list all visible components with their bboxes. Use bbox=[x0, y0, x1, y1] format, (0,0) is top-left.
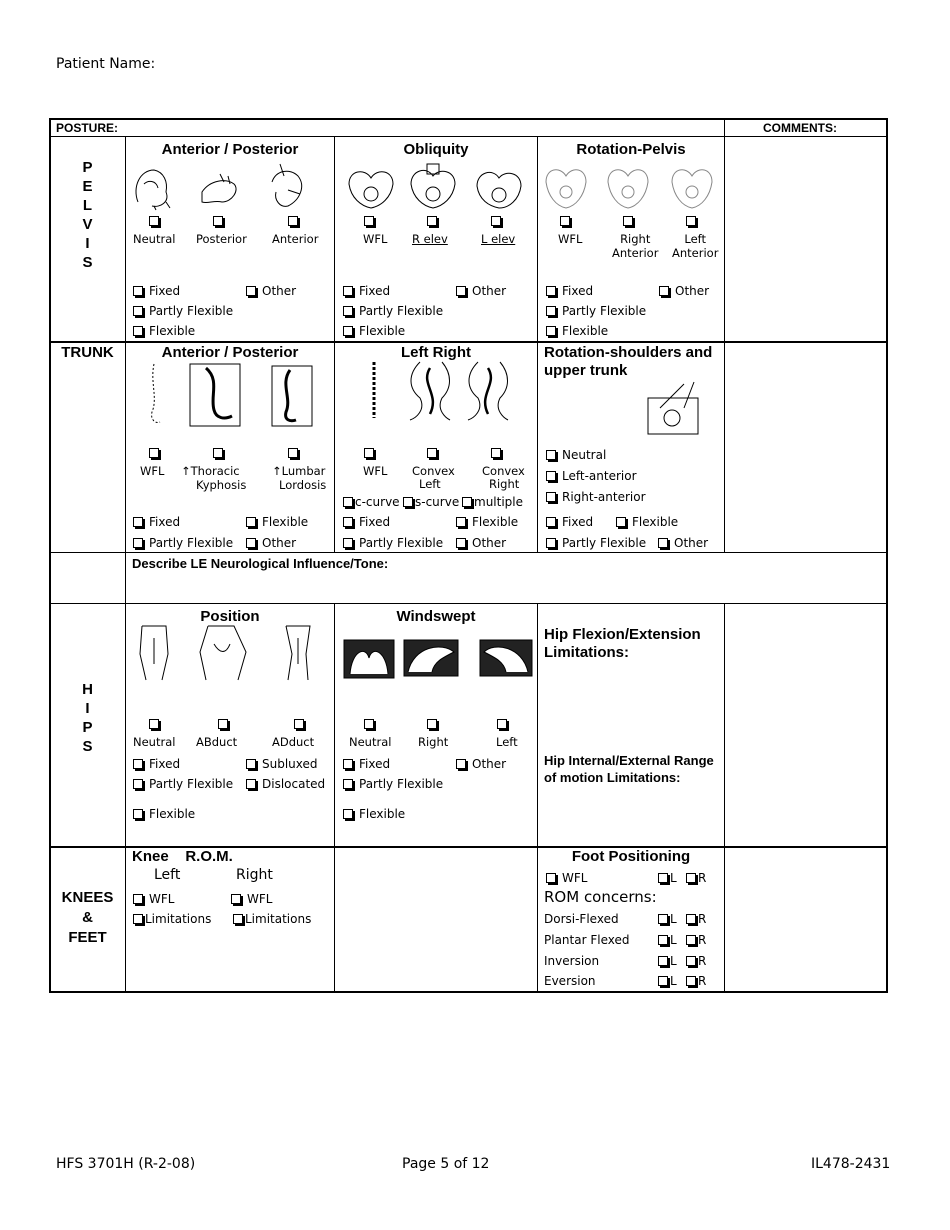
checkbox[interactable] bbox=[133, 759, 143, 769]
hips-letter: P bbox=[82, 719, 93, 736]
pelvis-obl-fixed-option[interactable] bbox=[343, 284, 390, 298]
trunk-ap-wfl-checkbox[interactable] bbox=[149, 448, 159, 458]
option-label: Flexible bbox=[149, 324, 196, 338]
option-label: Fixed bbox=[149, 757, 181, 771]
checkbox[interactable] bbox=[233, 914, 243, 924]
option-label: Partly Flexible bbox=[149, 304, 234, 318]
pelvis-ap-anterior-label: Anterior bbox=[272, 232, 319, 246]
pelvis-obliquity-lelev-checkbox[interactable] bbox=[491, 216, 501, 226]
trunk-rot-fixed-option[interactable] bbox=[546, 515, 593, 529]
le-neuro-label: Describe LE Neurological Influence/Tone: bbox=[132, 556, 389, 571]
pelvis-ap-flexible-option[interactable] bbox=[133, 324, 195, 338]
checkbox[interactable] bbox=[658, 976, 668, 986]
trunk-multiple-option[interactable] bbox=[462, 495, 523, 509]
checkbox[interactable] bbox=[546, 471, 556, 481]
hips-pos-fixed-option[interactable] bbox=[133, 757, 180, 771]
pelvis-rotation-right-checkbox[interactable] bbox=[623, 216, 633, 226]
hips-letter: I bbox=[85, 700, 90, 717]
hips-pos-neutral-checkbox[interactable] bbox=[149, 719, 159, 729]
option-label: Partly Flexible bbox=[562, 304, 647, 318]
pelvis-rotation-figure bbox=[542, 162, 722, 212]
pelvis-letter: L bbox=[82, 197, 93, 214]
option-label: Partly Flexible bbox=[359, 777, 444, 791]
option-label: Dislocated bbox=[262, 777, 326, 791]
option-label: Fixed bbox=[562, 284, 594, 298]
checkbox[interactable] bbox=[343, 286, 353, 296]
checkbox[interactable] bbox=[343, 809, 353, 819]
foot-inversion-r-option[interactable] bbox=[686, 954, 706, 968]
option-label: Partly Flexible bbox=[359, 304, 444, 318]
checkbox[interactable] bbox=[616, 517, 626, 527]
trunk-lr-figure bbox=[360, 358, 535, 428]
hips-pos-dislocated-option[interactable] bbox=[246, 777, 325, 791]
checkbox[interactable] bbox=[546, 492, 556, 502]
checkbox[interactable] bbox=[231, 894, 241, 904]
hips-letter: H bbox=[82, 681, 93, 698]
hips-ws-left-checkbox[interactable] bbox=[497, 719, 507, 729]
option-label: Flexible bbox=[359, 807, 406, 821]
foot-wfl-option[interactable] bbox=[546, 871, 587, 885]
rom-concerns-label: ROM concerns: bbox=[544, 888, 657, 906]
trunk-lr-right-label: Right bbox=[489, 477, 520, 491]
checkbox[interactable] bbox=[133, 326, 143, 336]
foot-plantar-label: Plantar Flexed bbox=[544, 933, 630, 947]
posture-label: POSTURE: bbox=[56, 121, 119, 135]
trunk-rot-flexible-option[interactable] bbox=[616, 515, 678, 529]
knees-side-label bbox=[50, 888, 125, 948]
trunk-side-label: TRUNK bbox=[61, 344, 114, 361]
option-label: WFL bbox=[562, 871, 588, 885]
hip-flexion-label: Hip Flexion/Extension Limitations: bbox=[544, 626, 701, 661]
option-label: Right-anterior bbox=[562, 490, 646, 504]
pelvis-obliquity-wfl-label: WFL bbox=[363, 232, 388, 246]
hips-windswept-figure bbox=[342, 638, 534, 680]
patient-name-label: Patient Name: bbox=[56, 56, 156, 72]
knee-left-label: Left bbox=[154, 867, 181, 883]
pelvis-obl-flexible-option[interactable] bbox=[343, 324, 405, 338]
option-label: Other bbox=[674, 536, 709, 550]
trunk-rot-other-option[interactable] bbox=[658, 536, 708, 550]
pelvis-ap-posterior-label: Posterior bbox=[196, 232, 247, 246]
hips-ws-partly-option[interactable] bbox=[343, 777, 443, 791]
option-label: L bbox=[670, 974, 677, 988]
checkbox[interactable] bbox=[658, 914, 668, 924]
trunk-lr-left-label: Left bbox=[419, 477, 441, 491]
checkbox[interactable] bbox=[456, 517, 466, 527]
checkbox[interactable] bbox=[462, 497, 472, 507]
trunk-ap-thoracic-checkbox[interactable] bbox=[213, 448, 223, 458]
pelvis-ap-fixed-option[interactable] bbox=[133, 284, 180, 298]
pelvis-ap-other-option[interactable] bbox=[246, 284, 296, 298]
knees-side-word: & bbox=[82, 909, 93, 926]
trunk-ap-title: Anterior / Posterior bbox=[161, 344, 299, 361]
pelvis-obliquity-title: Obliquity bbox=[403, 141, 469, 158]
foot-dorsi-r-option[interactable] bbox=[686, 912, 706, 926]
trunk-lr-wfl-label: WFL bbox=[363, 464, 388, 478]
option-label: L bbox=[670, 954, 677, 968]
option-label: Partly Flexible bbox=[562, 536, 647, 550]
pelvis-obliquity-wfl-checkbox[interactable] bbox=[364, 216, 374, 226]
pelvis-ap-figure bbox=[130, 162, 330, 212]
hips-pos-abduct-label: ABduct bbox=[196, 735, 238, 749]
trunk-rot-figure bbox=[644, 378, 704, 438]
option-label: Fixed bbox=[359, 515, 391, 529]
option-label: Flexible bbox=[472, 515, 519, 529]
option-label: Flexible bbox=[359, 324, 406, 338]
option-label: Limitations bbox=[245, 912, 312, 926]
checkbox[interactable] bbox=[133, 538, 143, 548]
option-label: R bbox=[698, 871, 707, 885]
pelvis-letter: S bbox=[82, 254, 93, 271]
hips-ws-flexible-option[interactable] bbox=[343, 807, 405, 821]
option-label: Fixed bbox=[359, 757, 391, 771]
option-label: Limitations bbox=[145, 912, 212, 926]
pelvis-rotation-right-label: Right Anterior bbox=[612, 232, 659, 260]
checkbox[interactable] bbox=[133, 306, 143, 316]
trunk-ap-wfl-label: WFL bbox=[140, 464, 165, 478]
checkbox[interactable] bbox=[133, 894, 143, 904]
pelvis-rotation-wfl-label: WFL bbox=[558, 232, 583, 246]
checkbox[interactable] bbox=[546, 326, 556, 336]
option-label: Other bbox=[675, 284, 710, 298]
foot-wfl-r-option[interactable] bbox=[686, 871, 706, 885]
hips-pos-partly-option[interactable] bbox=[133, 777, 233, 791]
pelvis-obliquity-figure bbox=[345, 162, 530, 212]
option-label: Fixed bbox=[359, 284, 391, 298]
checkbox[interactable] bbox=[686, 956, 696, 966]
checkbox[interactable] bbox=[246, 538, 256, 548]
foot-inversion-l-option[interactable] bbox=[658, 954, 677, 968]
pelvis-rotation-wfl-checkbox[interactable] bbox=[560, 216, 570, 226]
hips-position-figure bbox=[130, 624, 330, 684]
foot-dorsi-l-option[interactable] bbox=[658, 912, 677, 926]
trunk-scurve-option[interactable] bbox=[403, 495, 459, 509]
pelvis-obliquity-lelev-label: L elev bbox=[481, 232, 516, 246]
checkbox[interactable] bbox=[343, 306, 353, 316]
checkbox[interactable] bbox=[546, 538, 556, 548]
hips-pos-abduct-checkbox[interactable] bbox=[218, 719, 228, 729]
trunk-ap-kyphosis-label: Kyphosis bbox=[196, 478, 247, 492]
hips-ws-fixed-option[interactable] bbox=[343, 757, 390, 771]
trunk-lr-partly-option[interactable] bbox=[343, 536, 443, 550]
checkbox[interactable] bbox=[686, 914, 696, 924]
checkbox[interactable] bbox=[546, 450, 556, 460]
knee-right-limitations-option[interactable] bbox=[233, 912, 311, 926]
option-label: Flexible bbox=[262, 515, 309, 529]
checkbox[interactable] bbox=[343, 326, 353, 336]
pelvis-letter: P bbox=[82, 159, 93, 176]
checkbox[interactable] bbox=[403, 497, 413, 507]
comments-label: COMMENTS: bbox=[763, 121, 837, 135]
option-label: Partly Flexible bbox=[149, 777, 234, 791]
pelvis-letter: V bbox=[82, 216, 93, 233]
option-label: R bbox=[698, 974, 707, 988]
foot-plantar-r-option[interactable] bbox=[686, 933, 706, 947]
trunk-ap-thoracic-label: ↑Thoracic bbox=[181, 464, 240, 478]
pelvis-ap-neutral-label: Neutral bbox=[133, 232, 176, 246]
checkbox[interactable] bbox=[343, 538, 353, 548]
hips-pos-flexible-option[interactable] bbox=[133, 807, 195, 821]
pelvis-letter: E bbox=[82, 178, 93, 195]
hips-pos-subluxed-option[interactable] bbox=[246, 757, 318, 771]
pelvis-rot-flexible-option[interactable] bbox=[546, 324, 608, 338]
option-label: R bbox=[698, 933, 707, 947]
pelvis-obl-other-option[interactable] bbox=[456, 284, 506, 298]
option-label: Other bbox=[262, 284, 297, 298]
pelvis-ap-partly-option[interactable] bbox=[133, 304, 233, 318]
checkbox[interactable] bbox=[133, 809, 143, 819]
checkbox[interactable] bbox=[246, 779, 256, 789]
checkbox[interactable] bbox=[343, 759, 353, 769]
option-label: c-curve bbox=[355, 495, 400, 509]
pelvis-obliquity-relev-label: R elev bbox=[412, 232, 448, 246]
pelvis-ap-title: Anterior / Posterior bbox=[161, 141, 299, 158]
checkbox[interactable] bbox=[546, 873, 556, 883]
option-label: R bbox=[698, 954, 707, 968]
checkbox[interactable] bbox=[133, 779, 143, 789]
trunk-ap-figure bbox=[140, 362, 330, 428]
checkbox[interactable] bbox=[686, 935, 696, 945]
pelvis-rotation-left-label: Left Anterior bbox=[672, 232, 719, 260]
trunk-lr-title: Left Right bbox=[401, 344, 471, 361]
checkbox[interactable] bbox=[133, 517, 143, 527]
checkbox[interactable] bbox=[246, 517, 256, 527]
option-label: Neutral bbox=[562, 448, 607, 462]
pelvis-obl-partly-option[interactable] bbox=[343, 304, 443, 318]
option-label: Flexible bbox=[149, 807, 196, 821]
option-label: Partly Flexible bbox=[149, 536, 234, 550]
checkbox[interactable] bbox=[246, 286, 256, 296]
option-label: Fixed bbox=[149, 284, 181, 298]
foot-inversion-label: Inversion bbox=[544, 954, 600, 968]
trunk-rot-partly-option[interactable] bbox=[546, 536, 646, 550]
option-label: Fixed bbox=[562, 515, 594, 529]
checkbox[interactable] bbox=[546, 286, 556, 296]
trunk-lr-convex2-label: Convex bbox=[482, 464, 525, 478]
checkbox[interactable] bbox=[343, 779, 353, 789]
trunk-lr-other-option[interactable] bbox=[456, 536, 506, 550]
foot-dorsi-label: Dorsi-Flexed bbox=[544, 912, 619, 926]
hip-internal-label: Hip Internal/External Range of motion Limitations: bbox=[544, 753, 714, 785]
knees-side-word: KNEES bbox=[61, 889, 114, 906]
option-label: Subluxed bbox=[262, 757, 318, 771]
trunk-rot-title: Rotation-shoulders and upper trunk bbox=[544, 344, 713, 379]
trunk-lr-flexible-option[interactable] bbox=[456, 515, 518, 529]
hips-ws-left-label: Left bbox=[496, 735, 518, 749]
option-label: Fixed bbox=[149, 515, 181, 529]
checkbox[interactable] bbox=[343, 497, 353, 507]
hips-ws-neutral-checkbox[interactable] bbox=[364, 719, 374, 729]
checkbox[interactable] bbox=[456, 759, 466, 769]
option-label: Flexible bbox=[562, 324, 609, 338]
option-label: R bbox=[698, 912, 707, 926]
option-label: L bbox=[670, 871, 677, 885]
option-label: L bbox=[670, 912, 677, 926]
hips-ws-other-option[interactable] bbox=[456, 757, 506, 771]
trunk-lr-convex-right-checkbox[interactable] bbox=[491, 448, 501, 458]
knee-left-limitations-option[interactable] bbox=[133, 912, 211, 926]
hips-letter: S bbox=[82, 738, 93, 755]
trunk-ccurve-option[interactable] bbox=[343, 495, 400, 509]
footer-code: IL478-2431 bbox=[811, 1156, 891, 1172]
trunk-ap-lumbar-label: ↑Lumbar bbox=[272, 464, 326, 478]
option-label: multiple bbox=[474, 495, 524, 509]
knee-left-wfl-option[interactable] bbox=[133, 892, 174, 906]
pelvis-rot-other-option[interactable] bbox=[659, 284, 709, 298]
trunk-ap-flexible-option[interactable] bbox=[246, 515, 308, 529]
checkbox[interactable] bbox=[546, 517, 556, 527]
knee-right-wfl-option[interactable] bbox=[231, 892, 272, 906]
checkbox[interactable] bbox=[456, 286, 466, 296]
trunk-ap-other-option[interactable] bbox=[246, 536, 296, 550]
checkbox[interactable] bbox=[658, 538, 668, 548]
trunk-ap-lumbar-checkbox[interactable] bbox=[288, 448, 298, 458]
trunk-rot-left-option[interactable] bbox=[546, 469, 637, 483]
foot-eversion-l-option[interactable] bbox=[658, 974, 677, 988]
option-label: Other bbox=[262, 536, 297, 550]
pelvis-rotation-left-checkbox[interactable] bbox=[686, 216, 696, 226]
checkbox[interactable] bbox=[686, 873, 696, 883]
checkbox[interactable] bbox=[686, 976, 696, 986]
trunk-lr-fixed-option[interactable] bbox=[343, 515, 390, 529]
pelvis-side-label bbox=[50, 158, 125, 272]
knees-side-word: FEET bbox=[68, 929, 107, 946]
hips-pos-neutral-label: Neutral bbox=[133, 735, 176, 749]
foot-eversion-label: Eversion bbox=[544, 974, 596, 988]
checkbox[interactable] bbox=[546, 306, 556, 316]
pelvis-letter: I bbox=[85, 235, 90, 252]
trunk-ap-partly-option[interactable] bbox=[133, 536, 233, 550]
hips-side-label bbox=[50, 680, 125, 756]
knee-rom-title: Knee R.O.M. bbox=[132, 848, 233, 865]
trunk-rot-neutral-option[interactable] bbox=[546, 448, 606, 462]
footer-page-number: Page 5 of 12 bbox=[402, 1156, 490, 1172]
trunk-rot-right-option[interactable] bbox=[546, 490, 646, 504]
option-label: Other bbox=[472, 536, 507, 550]
foot-plantar-l-option[interactable] bbox=[658, 933, 677, 947]
option-label: WFL bbox=[247, 892, 273, 906]
hips-position-title: Position bbox=[200, 608, 260, 625]
checkbox[interactable] bbox=[658, 873, 668, 883]
hips-pos-adduct-label: ADduct bbox=[272, 735, 315, 749]
option-label: Other bbox=[472, 757, 507, 771]
option-label: Other bbox=[472, 284, 507, 298]
option-label: Partly Flexible bbox=[359, 536, 444, 550]
pelvis-ap-posterior-checkbox[interactable] bbox=[213, 216, 223, 226]
checkbox[interactable] bbox=[456, 538, 466, 548]
pelvis-ap-neutral-checkbox[interactable] bbox=[149, 216, 159, 226]
checkbox[interactable] bbox=[246, 759, 256, 769]
foot-wfl-l-option[interactable] bbox=[658, 871, 677, 885]
option-label: L bbox=[670, 933, 677, 947]
trunk-ap-lordosis-label: Lordosis bbox=[279, 478, 327, 492]
knee-right-label: Right bbox=[236, 867, 273, 883]
checkbox[interactable] bbox=[658, 935, 668, 945]
hips-ws-right-label: Right bbox=[418, 735, 449, 749]
hips-ws-right-checkbox[interactable] bbox=[427, 719, 437, 729]
hips-pos-adduct-checkbox[interactable] bbox=[294, 719, 304, 729]
trunk-lr-convex-left-checkbox[interactable] bbox=[427, 448, 437, 458]
trunk-lr-convex-label: Convex bbox=[412, 464, 455, 478]
checkbox[interactable] bbox=[133, 286, 143, 296]
hips-ws-neutral-label: Neutral bbox=[349, 735, 392, 749]
option-label: Left-anterior bbox=[562, 469, 637, 483]
foot-positioning-title: Foot Positioning bbox=[571, 848, 691, 865]
option-label: s-curve bbox=[415, 495, 460, 509]
pelvis-rot-fixed-option[interactable] bbox=[546, 284, 593, 298]
pelvis-rotation-title: Rotation-Pelvis bbox=[576, 141, 686, 158]
checkbox[interactable] bbox=[658, 956, 668, 966]
hips-windswept-title: Windswept bbox=[396, 608, 476, 625]
pelvis-ap-anterior-checkbox[interactable] bbox=[288, 216, 298, 226]
trunk-lr-wfl-checkbox[interactable] bbox=[364, 448, 374, 458]
pelvis-obliquity-relev-checkbox[interactable] bbox=[427, 216, 437, 226]
foot-eversion-r-option[interactable] bbox=[686, 974, 706, 988]
checkbox[interactable] bbox=[133, 914, 143, 924]
checkbox[interactable] bbox=[343, 517, 353, 527]
trunk-ap-fixed-option[interactable] bbox=[133, 515, 180, 529]
pelvis-rot-partly-option[interactable] bbox=[546, 304, 646, 318]
option-label: Flexible bbox=[632, 515, 679, 529]
option-label: WFL bbox=[149, 892, 175, 906]
checkbox[interactable] bbox=[659, 286, 669, 296]
footer-form-number: HFS 3701H (R-2-08) bbox=[56, 1156, 196, 1172]
